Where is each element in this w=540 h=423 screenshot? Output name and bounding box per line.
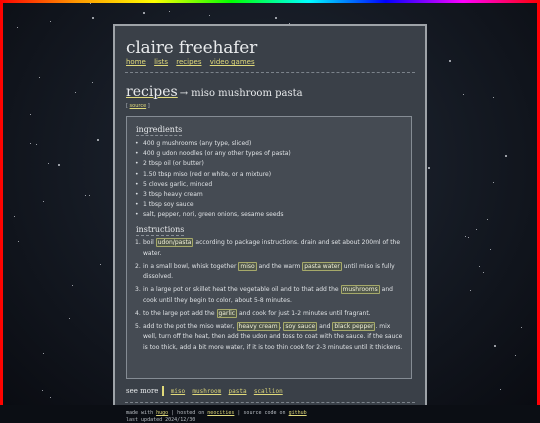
ingredient-item: • 1.50 tbsp miso (red or white, or a mixture) [135, 170, 291, 180]
star [97, 139, 99, 141]
step-text: , [280, 323, 284, 330]
star [428, 167, 430, 169]
star [463, 94, 464, 95]
star [18, 241, 19, 242]
step-text: until miso is fully dissolved. [143, 263, 395, 281]
ingredients-heading: ingredients [136, 125, 182, 136]
instruction-step [135, 285, 405, 306]
nav-video-games[interactable]: video games [210, 58, 255, 66]
star [43, 353, 44, 354]
step-text: and cook for just 1-2 minutes until fragrant. [237, 310, 371, 317]
breadcrumb-recipes-link[interactable]: recipes [126, 84, 178, 100]
step-text: in a small bowl, whisk together [143, 263, 238, 270]
step-text: and the warm [257, 263, 303, 270]
star [500, 389, 501, 390]
github-link[interactable]: github [289, 410, 307, 416]
page-panel [113, 24, 427, 405]
site-title: claire freehafer [126, 38, 257, 58]
star [39, 77, 40, 78]
star [521, 327, 522, 328]
star [17, 27, 18, 28]
step-text: and [317, 323, 332, 330]
hugo-link[interactable]: hugo [156, 410, 168, 416]
step-text: in a large pot or skillet heat the vegetable oil and to that add the [143, 286, 341, 293]
star [43, 201, 44, 202]
step-number: 4. [135, 309, 141, 320]
star [72, 285, 73, 286]
ingredient-highlight: udon/pasta [156, 238, 194, 247]
neocities-link[interactable]: neocities [207, 410, 234, 416]
footer-text: | hosted on [168, 410, 207, 416]
nav-home[interactable]: home [126, 58, 146, 66]
ingredients-list [135, 139, 291, 221]
star [143, 12, 145, 14]
ingredient-highlight: garlic [217, 309, 238, 318]
star [493, 97, 494, 98]
ingredient-item: • salt, pepper, nori, green onions, sesame seeds [135, 210, 291, 220]
ingredient-highlight: heavy cream [237, 322, 280, 331]
instruction-step [135, 262, 405, 283]
star [479, 266, 480, 267]
ingredient-highlight: mushrooms [341, 285, 380, 294]
nav-recipes[interactable]: recipes [176, 58, 201, 66]
step-number: 1. [135, 238, 141, 249]
star [48, 163, 49, 164]
footer-text: | source code on [234, 410, 288, 416]
instructions-list [135, 238, 405, 356]
ingredient-item: • 400 g mushrooms (any type, sliced) [135, 139, 291, 149]
instruction-step [135, 322, 405, 354]
star [169, 11, 170, 12]
source-link[interactable]: source [130, 103, 147, 109]
step-number: 3. [135, 285, 141, 296]
star [30, 114, 31, 115]
star [476, 229, 477, 230]
star [100, 264, 101, 265]
star [75, 92, 76, 93]
star [468, 237, 469, 238]
star [92, 17, 94, 19]
star [493, 182, 494, 183]
source-link-wrapper [126, 103, 150, 109]
star [36, 144, 37, 145]
star [85, 195, 86, 196]
instruction-step [135, 309, 405, 320]
star [42, 390, 43, 391]
ingredient-highlight: pasta water [302, 262, 342, 271]
ingredient-item: • 2 tbsp oil (or butter) [135, 159, 291, 169]
step-number: 2. [135, 262, 141, 273]
ingredient-item: • 400 g udon noodles (or any other types of pasta) [135, 149, 291, 159]
header-divider [125, 72, 415, 73]
step-number: 5. [135, 322, 141, 333]
star [470, 290, 471, 291]
step-text: add to the pot the miso water, [143, 323, 237, 330]
star [494, 345, 496, 347]
footer-text: last updated [126, 417, 165, 423]
ingredient-item: • 3 tbsp heavy cream [135, 190, 291, 200]
step-text: . mix well, turn off the heat, then add the udon and toss to coat with the sauce. if the sauce is too thick, add a bit more water, if it is too thin cook for 2-3 minutes until it thickens. [143, 323, 402, 351]
star [465, 236, 466, 237]
star [275, 17, 277, 19]
footer-divider [125, 402, 415, 403]
ingredient-highlight: soy sauce [283, 322, 317, 331]
bracket-open: [ [126, 103, 128, 109]
recipe-card [126, 116, 412, 379]
star [483, 272, 484, 273]
breadcrumb [126, 81, 303, 100]
star [487, 219, 488, 220]
star [89, 195, 90, 196]
star [490, 249, 491, 250]
tag-mushroom[interactable]: mushroom [192, 388, 221, 395]
ingredient-item: • 1 tbsp soy sauce [135, 200, 291, 210]
last-updated-date: 2024/12/30 [165, 417, 195, 423]
star [50, 21, 51, 22]
site-nav [126, 58, 261, 66]
step-text: according to package instructions. drain and set about 200ml of the water. [143, 239, 400, 257]
star [505, 155, 507, 157]
ingredient-item: • 5 cloves garlic, minced [135, 180, 291, 190]
tag-miso[interactable]: miso [171, 388, 185, 395]
ingredient-highlight: black pepper [332, 322, 375, 331]
star [50, 397, 51, 398]
see-more [126, 386, 288, 396]
star [449, 60, 451, 62]
tag-scallion[interactable]: scallion [254, 388, 283, 395]
instruction-step [135, 238, 405, 259]
nav-lists[interactable]: lists [154, 58, 168, 66]
bracket-close: ] [148, 103, 150, 109]
step-text: boil [143, 239, 156, 246]
footer-text: made with [126, 410, 156, 416]
instructions-heading: instructions [136, 225, 184, 236]
see-more-label: see more [126, 387, 158, 395]
see-more-bar [162, 386, 164, 396]
page-title: miso mushroom pasta [191, 88, 302, 99]
star [58, 164, 60, 166]
star [92, 82, 93, 83]
star [69, 318, 70, 319]
star [515, 355, 516, 356]
tag-pasta[interactable]: pasta [229, 388, 247, 395]
star [209, 15, 210, 16]
footer-updated [126, 417, 307, 423]
star [14, 216, 15, 217]
step-text: to the large pot add the [143, 310, 217, 317]
ingredient-highlight: miso [238, 262, 256, 271]
star [90, 3, 91, 4]
star [30, 143, 31, 144]
footer [126, 410, 307, 423]
breadcrumb-arrow: → [180, 88, 188, 99]
step-text: and cook until they begin to color, about 5-8 minutes. [143, 286, 393, 304]
